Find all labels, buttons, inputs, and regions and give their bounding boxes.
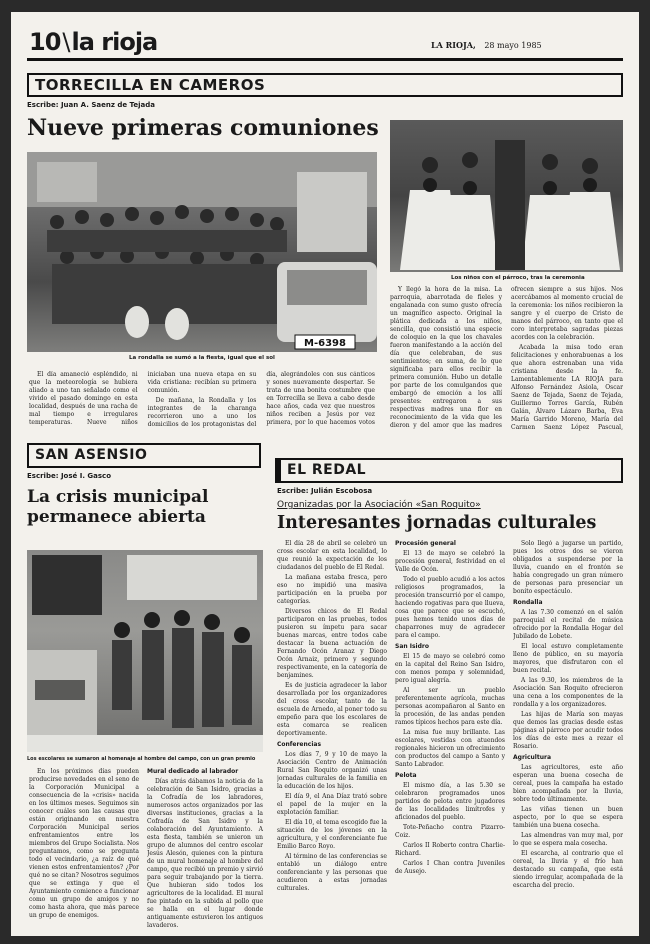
paragraph: La misa fue muy brillante. Las escolares, vestidas con atuendos regionales hicieron un ofrecimiento con productos del campo a Santo y Santo Labrador. [395, 729, 505, 768]
body-asensio-left [29, 768, 139, 930]
page-header: 10\la rioja [29, 28, 158, 56]
paragraph: El escarcha, al contrario que el cereal, la lluvia y el frío han destacado su campaña, que está siendo irregular, acompañada de la escarcha del precio. [513, 850, 623, 889]
body-redal-col1 [277, 540, 387, 930]
paragraph: Días atrás dábamos la noticia de la celebración de San Isidro, gracias a la Cofradía de los labradores, numerosos actos organizados por las diversas instituciones, gracias a la Cofradía de San Isidro y la colaboración del Ayuntamiento. A esta fiesta, también se unieron un grupo de alumnos del centro escolar Jesús Alesón, quienes con la pintura de un mural homenaje al hombre del campo, que recibió un premio y sirvió para seguir trabajando por la tierra. Que hubieran sido todos los agricultores de la localidad. El mural fue pintado en la subida al pollo que se halla en el lugar donde antiguamente estuvieron los antiguos lavaderos. [147, 778, 263, 929]
subheading: Conferencias [277, 741, 322, 748]
photo-ninos-graphic [390, 120, 623, 272]
page-number: 10 [29, 28, 61, 56]
paragraph: El local estuvo completamente lleno de público, en su mayoría mayores, que disfrutaron con el buen recital. [513, 643, 623, 674]
body-asensio-right [147, 768, 263, 930]
subheading: Procesión general [395, 540, 456, 547]
subheading: Agricultura [513, 754, 551, 761]
paragraph: El día 28 de abril se celebró un cross escolar en esta localidad, lo que reunió la expectación de los ciudadanos del pueblo de El Redal. [277, 540, 387, 571]
paragraph: Tote-Peñacho contra Pizarro-Coiz. [395, 824, 505, 839]
paragraph: Carlos I Chan contra Juveniles de Ausejo. [395, 860, 505, 875]
paragraph: Y llegó la hora de la misa. La parroquia, abarrotada de fieles y engalanada con sumo gusto ofrecía un magnífico aspecto. Original la plática dedicada a los niños, sencilla, que consistió una especie de coloquio en la que los chavales fueron manifestando a la acción del día que celebraban, de sus sentimientos; en suma, de lo que significaba para ellos recibir la primera comunión. Hubo un detalle por parte de los comulgandos que embargó de emoción a los allí presentes: entregaron a sus respectivas madres una flor en reconocimiento de la vida que les dieron y del amor que las madres ofrecen siempre a sus hijos. Nos acercábamos al momento crucial de la ceremonia: los niños recibieron la sangre y el cuerpo de Cristo de manos del párroco, en tanto que el coro interpretaba sagradas piezas acordes con la celebración. [390, 286, 623, 429]
subheading: Pelota [395, 772, 417, 779]
headline-crisis: La crisis municipal permanece abierta [27, 487, 209, 527]
body-redal-col3 [513, 540, 623, 930]
paragraph: Carlos II Roberto contra Charlie-Richard. [395, 842, 505, 857]
section-name: la rioja [71, 28, 158, 56]
byline-torrecilla: Escribe: Juan A. Saenz de Tejada [27, 101, 155, 109]
photo-rondalla-graphic [27, 152, 377, 352]
paragraph: Es de justicia agradecer la labor desarrollada por los organizadores del cross escolar, tanto de la escuela de Arnedo, al poner todo su empeño para que los escolares de esta comarca se realicen deportivamente. [277, 682, 387, 737]
subheading: San Isidro [395, 643, 429, 650]
masthead: LA RIOJA, [431, 40, 476, 50]
paragraph: Las viñas tienen un buen aspecto, por lo que se espera también una buena cosecha. [513, 806, 623, 829]
subheading: Mural dedicado al labrador [147, 768, 239, 775]
paragraph: El día 9, el Ana Díaz trató sobre el papel de la mujer en la explotación familiar. [277, 793, 387, 816]
section-title-el-redal: EL REDAL [275, 458, 623, 483]
paragraph: La mañana estaba fresca, pero eso no impidió una masiva participación en la prueba por categorías. [277, 574, 387, 605]
paragraph: A las 9.30, los miembros de la Asociación San Roquito ofrecieron una cena a los componentes de la rondalla y a los organizadores. [513, 677, 623, 708]
paragraph: Solo llegó a jugarse un partido, pues los otros dos se vieron obligados a suspenderse por la lluvia, cuando en el frontón se había congregado un gran número de personas para presenciar un bonito espectáculo. [513, 540, 623, 595]
section-title-san-asensio: SAN ASENSIO [27, 443, 261, 468]
headline-jornadas: Interesantes jornadas culturales [277, 513, 597, 533]
caption-rondalla: La rondalla se sumó a la fiesta, igual que el sol [129, 355, 275, 361]
paragraph: El 13 de mayo se celebró la procesión general, festividad en el Valle de Ocón. [395, 550, 505, 573]
paragraph: Todo el pueblo acudió a los actos religiosos programados, la procesión transcurrió por el campo, haciendo rogativas para que llueva, cosa que parece que se escuchó, pues hemos tenido unos días de chaparrones muy de agradecer para el campo. [395, 576, 505, 639]
byline-san-asensio: Escribe: José I. Gasco [27, 472, 112, 480]
paragraph: El día 10, el tema escogido fue la situación de los jóvenes en la agricultura, y el conferenciante fue Emilio Barco Royo. [277, 819, 387, 850]
paragraph: En los próximos días pueden producirse novedades en el seno de la Corporación Municipal a consecuencia de la «crisis» nacida en los últimos meses. Seguimos sin conocer cuáles son las causas que están originando en nuestra Corporación Municipal serios enfrentamientos entre los miembros del Grupo Socialista. Nos preguntamos, como se pregunta todo el vecindario, ¿a raíz de qué vienen estos enfrentamientos? ¿Por qué no se citan? Nosotros seguimos que se extinga y que el Ayuntamiento comience a funcionar como un grupo de amigos y no como hasta ahora, que más parece un grupo de enemigos. [29, 768, 139, 919]
kicker-el-redal: Organizadas por la Asociación «San Roquito» [277, 500, 481, 510]
paragraph: Las hijas de María son mayas que demos las gracias desde estas páginas al párroco por acudir todos los días de este mes a rezar el Rosario. [513, 711, 623, 750]
body-redal-col2 [395, 540, 505, 930]
paragraph: Al ser un pueblo preferentemente agrícola, muchas personas acompañaron al Santo en la procesión, de las andas penden ramos típicos hechos para este día. [395, 687, 505, 726]
newspaper-page [11, 12, 639, 936]
paragraph: El 15 de mayo se celebró como en la capital del Reino San Isidro, con menos pompa y solemnidad, pero igual alegría. [395, 653, 505, 684]
photo-mural [27, 550, 263, 752]
photo-mural-graphic [27, 550, 263, 752]
body-torrecilla-left [29, 371, 375, 433]
photo-ninos [390, 120, 623, 272]
paragraph: De mañana, la Rondalla y los integrantes de la charanga recorrieron uno a uno los domicilios de los protagonistas del día, alegrándoles con sus cánticos y sones nuevamente despertar. Se trata de una bonita costumbre que en Torrecilla se lleva a cabo desde hace años, cada vez que nuestros niños reciben a Jesús por vez primera, por lo que hacemos votos [147, 371, 375, 428]
paragraph: El mismo día, a las 5.30 se celebraron programados unos partidos de pelota entre jugadores de las localidades limítrofes y aficionados del pueblo. [395, 782, 505, 821]
paragraph: Diversos chicos de El Redal participaron en las pruebas, todos pusieron su ímpetu para sacar buenas marcas, entre todos cabe destacar la buena actuación de Fernando Ocón Aranaz y Diego Ocón Arnaiz, primero y segundo respectivamente, en la categoría de benjamines. [277, 608, 387, 679]
paragraph: Las agricultores, este año esperan una buena cosecha de cereal, pues la campaña ha estado bien acompañada por la lluvia, sobre todo últimamente. [513, 764, 623, 803]
caption-mural: Los escolares se sumaron al homenaje al hombre del campo, con un gran premio [27, 756, 256, 762]
byline-el-redal: Escribe: Julián Escobosa [277, 487, 373, 495]
paragraph: Al término de las conferencias se entabló un diálogo entre conferenciante y las personas que acudieron a estas jornadas culturales. [277, 853, 387, 892]
issue-date: 28 mayo 1985 [484, 41, 542, 50]
headline-comuniones: Nueve primeras comuniones [27, 115, 379, 141]
subheading: Rondalla [513, 599, 543, 606]
section-title-torrecilla: TORRECILLA EN CAMEROS [27, 73, 623, 97]
photo-rondalla [27, 152, 377, 352]
license-plate: M-6398 [304, 338, 346, 349]
paragraph: A las 7.30 comenzó en el salón parroquial el recital de música ofrecido por la Rondalla Hogar del Jubilado de Lobete. [513, 609, 623, 640]
paragraph: Los días 7, 9 y 10 de mayo la Asociación Centro de Animación Rural San Roquito organizó unas jornadas culturales de la familia en la educación de los hijos. [277, 751, 387, 790]
paragraph: Las almendras van muy mal, por lo que se espera mala cosecha. [513, 832, 623, 847]
body-torrecilla-right [390, 286, 623, 433]
masthead-date [431, 40, 542, 50]
paragraph: El día amaneció espléndido, ni que la meteorología se hubiera aliado a uno tan señalado como el vivido el pasado domingo en esta localidad, después de una racha de mal tiempo e irregulares temperaturas. Nueve niños iniciaban una nueva etapa en su vida cristiana: recibían su primera comunión. [29, 371, 257, 426]
header-rule [27, 58, 623, 61]
paragraph: Acabada la misa todo eran felicitaciones y enhorabuenas a los que ahora estrenaban una vida cristiana desde la fe. Lamentablemente LA RIOJA para Alfonso Fernández Asiola, Oscar Saenz de Tejada, Saenz de Tejada, Guillermo Torres García, Rubén Galán, Álvaro Lázaro Barba, Eva María Garrido Moreno, María del Carmen Saenz López Pascual, [511, 344, 623, 431]
caption-ninos: Los niños con el párroco, tras la ceremonia [451, 275, 585, 281]
